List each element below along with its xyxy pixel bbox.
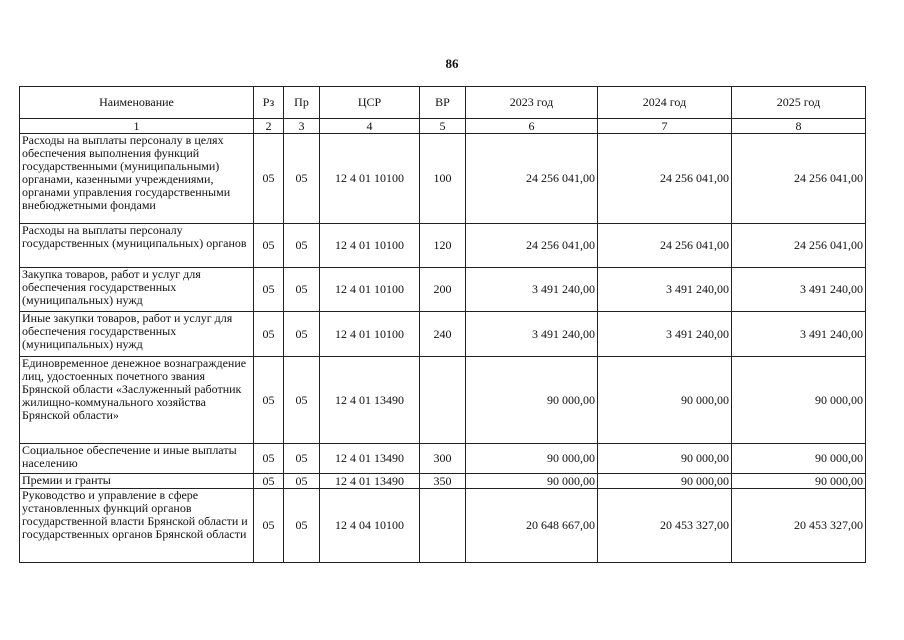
column-number: 5: [420, 119, 466, 134]
row-rz: 05: [254, 489, 284, 563]
budget-table: [19, 86, 866, 563]
row-amount-2023: 90 000,00: [466, 444, 598, 474]
row-vr: [420, 357, 466, 444]
row-rz: 05: [254, 312, 284, 357]
table-row: [20, 134, 866, 224]
row-amount-2024: 3 491 240,00: [598, 312, 732, 357]
header-2024: 2024 год: [598, 87, 732, 119]
column-number: 1: [20, 119, 254, 134]
row-amount-2024: 24 256 041,00: [598, 224, 732, 268]
table-row: [20, 474, 866, 489]
row-amount-2025: 20 453 327,00: [732, 489, 866, 563]
row-csr: 12 4 01 10100: [320, 268, 420, 312]
table-row: [20, 489, 866, 563]
table-row: [20, 268, 866, 312]
row-rz: 05: [254, 474, 284, 489]
row-rz: 05: [254, 357, 284, 444]
row-pr: 05: [284, 224, 320, 268]
row-amount-2023: 3 491 240,00: [466, 268, 598, 312]
row-amount-2024: 20 453 327,00: [598, 489, 732, 563]
header-csr: ЦСР: [320, 87, 420, 119]
row-amount-2023: 24 256 041,00: [466, 224, 598, 268]
row-csr: 12 4 01 13490: [320, 474, 420, 489]
row-rz: 05: [254, 134, 284, 224]
row-amount-2025: 90 000,00: [732, 474, 866, 489]
row-csr: 12 4 01 13490: [320, 357, 420, 444]
header-2023: 2023 год: [466, 87, 598, 119]
row-amount-2023: 3 491 240,00: [466, 312, 598, 357]
column-number: 6: [466, 119, 598, 134]
row-amount-2024: 3 491 240,00: [598, 268, 732, 312]
row-vr: 100: [420, 134, 466, 224]
row-amount-2024: 90 000,00: [598, 474, 732, 489]
row-name: Социальное обеспечение и иные выплаты населению: [20, 444, 254, 474]
header-rz: Рз: [254, 87, 284, 119]
row-csr: 12 4 01 10100: [320, 312, 420, 357]
row-csr: 12 4 01 10100: [320, 224, 420, 268]
row-name: Расходы на выплаты персоналу государственных (муниципальных) органов: [20, 224, 254, 268]
row-amount-2025: 24 256 041,00: [732, 134, 866, 224]
table-row: [20, 224, 866, 268]
row-name: Единовременное денежное вознаграждение лиц, удостоенных почетного звания Брянской области «Заслуженный работник жилищно-коммунального хозяйства Брянской области»: [20, 357, 254, 444]
row-pr: 05: [284, 134, 320, 224]
row-csr: 12 4 04 10100: [320, 489, 420, 563]
row-vr: 200: [420, 268, 466, 312]
row-pr: 05: [284, 474, 320, 489]
row-pr: 05: [284, 268, 320, 312]
row-pr: 05: [284, 489, 320, 563]
row-amount-2025: 24 256 041,00: [732, 224, 866, 268]
header-row: [20, 87, 866, 119]
row-amount-2023: 20 648 667,00: [466, 489, 598, 563]
row-name: Расходы на выплаты персоналу в целях обеспечения выполнения функций государственными (муниципальными) органами, казенными учреждениями, органами управления государственными внебюджетными фондами: [20, 134, 254, 224]
row-amount-2025: 3 491 240,00: [732, 312, 866, 357]
column-number-row: [20, 119, 866, 134]
row-vr: [420, 489, 466, 563]
row-amount-2023: 90 000,00: [466, 357, 598, 444]
row-amount-2024: 90 000,00: [598, 357, 732, 444]
row-name: Премии и гранты: [20, 474, 254, 489]
row-vr: 240: [420, 312, 466, 357]
row-pr: 05: [284, 312, 320, 357]
table-row: [20, 444, 866, 474]
row-rz: 05: [254, 444, 284, 474]
row-name: Закупка товаров, работ и услуг для обеспечения государственных (муниципальных) нужд: [20, 268, 254, 312]
table-row: [20, 357, 866, 444]
row-pr: 05: [284, 357, 320, 444]
row-vr: 300: [420, 444, 466, 474]
row-rz: 05: [254, 268, 284, 312]
header-pr: Пр: [284, 87, 320, 119]
header-2025: 2025 год: [732, 87, 866, 119]
row-amount-2025: 90 000,00: [732, 357, 866, 444]
column-number: 8: [732, 119, 866, 134]
column-number: 4: [320, 119, 420, 134]
row-name: Руководство и управление в сфере установленных функций органов государственной власти Брянской области и государственных органов Брянской области: [20, 489, 254, 563]
row-amount-2023: 90 000,00: [466, 474, 598, 489]
row-amount-2024: 90 000,00: [598, 444, 732, 474]
column-number: 3: [284, 119, 320, 134]
column-number: 7: [598, 119, 732, 134]
page-number: 86: [445, 56, 459, 71]
table-row: [20, 312, 866, 357]
row-name: Иные закупки товаров, работ и услуг для обеспечения государственных (муниципальных) нужд: [20, 312, 254, 357]
column-number: 2: [254, 119, 284, 134]
row-vr: 120: [420, 224, 466, 268]
header-name: Наименование: [20, 87, 254, 119]
row-rz: 05: [254, 224, 284, 268]
row-amount-2024: 24 256 041,00: [598, 134, 732, 224]
row-amount-2025: 90 000,00: [732, 444, 866, 474]
row-vr: 350: [420, 474, 466, 489]
header-vr: ВР: [420, 87, 466, 119]
row-amount-2023: 24 256 041,00: [466, 134, 598, 224]
row-csr: 12 4 01 13490: [320, 444, 420, 474]
row-csr: 12 4 01 10100: [320, 134, 420, 224]
row-amount-2025: 3 491 240,00: [732, 268, 866, 312]
row-pr: 05: [284, 444, 320, 474]
